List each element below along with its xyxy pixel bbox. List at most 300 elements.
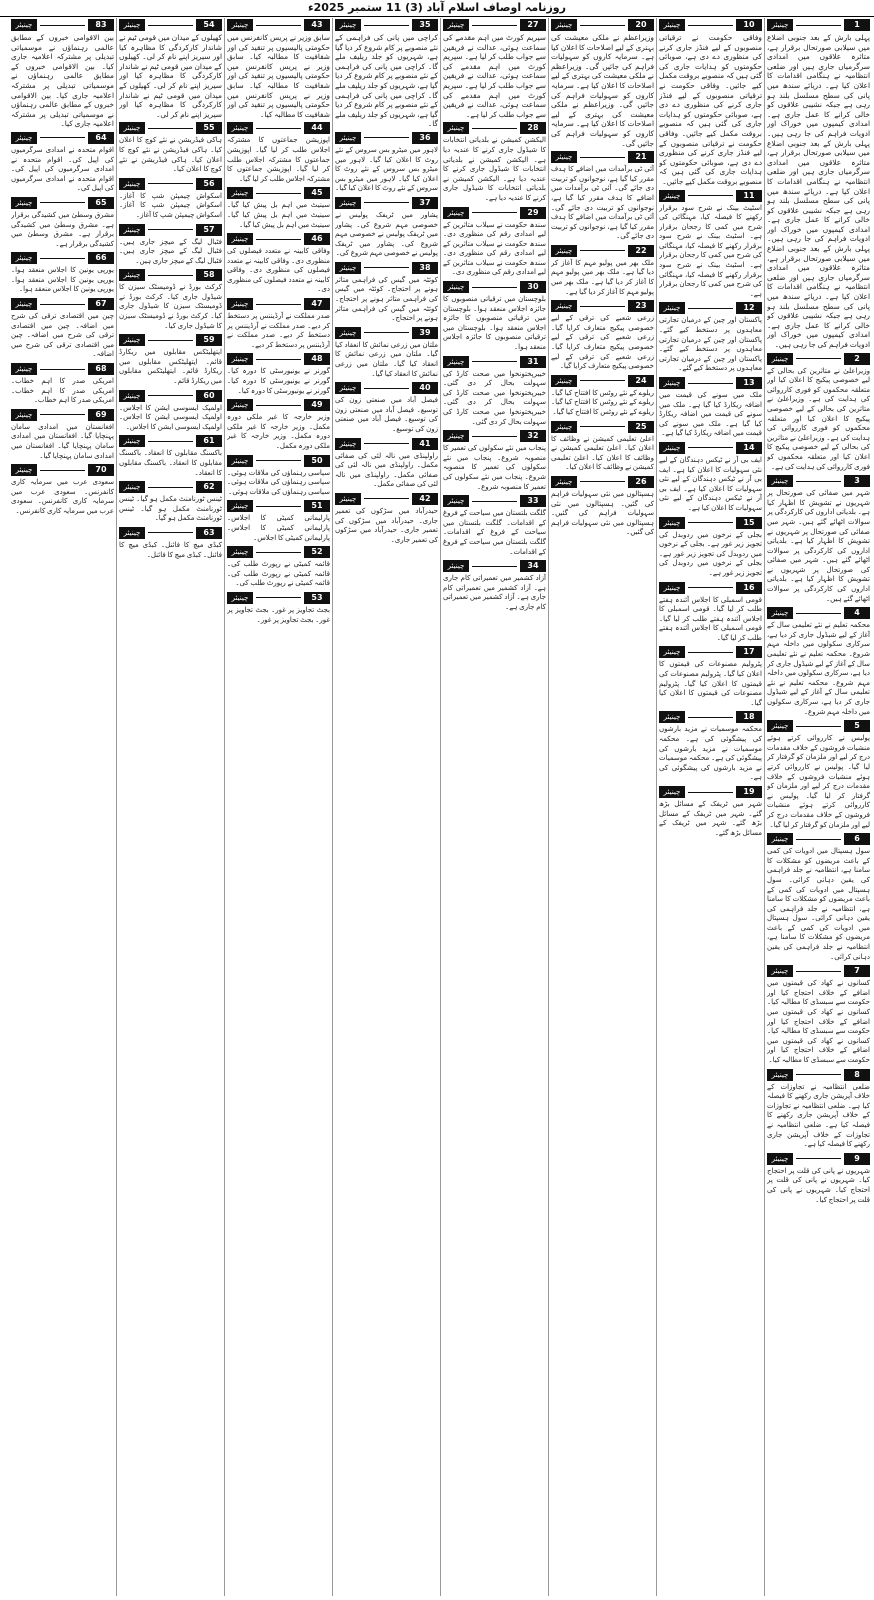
news-column xyxy=(11,18,114,1596)
item-label: چینیئر xyxy=(335,19,361,31)
item-label: چینیئر xyxy=(335,197,361,209)
item-text: پنجاب میں نئے سکولوں کی تعمیر کا منصوبہ شروع۔ پنجاب میں نئے سکولوں کی تعمیر کا منصوبہ شروع۔ پنجاب میں نئے سکولوں کی تعمیر کا منصوبہ شروع۔ xyxy=(443,444,546,491)
item-text: ہاکی فیڈریشن نے نئے کوچ کا اعلان کیا۔ ہاکی فیڈریشن نے نئے کوچ کا اعلان کیا۔ ہاکی فیڈریشن نے نئے کوچ کا اعلان کیا۔ xyxy=(119,136,222,174)
item-header xyxy=(335,493,438,505)
item-label: چینیئر xyxy=(767,607,793,619)
item-label: چینیئر xyxy=(227,399,253,411)
news-item xyxy=(443,19,546,119)
news-item xyxy=(11,19,114,129)
news-item xyxy=(767,720,870,830)
item-text: بین الاقوامی خبروں کے مطابق عالمی رہنماؤں نے موسمیاتی تبدیلی پر مشترکہ اعلامیہ جاری کیا۔ بین الاقوامی خبروں کے مطابق عالمی رہنماؤں نے موسمیاتی تبدیلی پر مشترکہ اعلامیہ جاری کیا۔ بین الاقوامی خبروں کے مطابق عالمی رہنماؤں نے موسمیاتی تبدیلی پر مشترکہ اعلامیہ جاری کیا۔ xyxy=(11,33,114,129)
news-item xyxy=(767,607,870,717)
news-item xyxy=(443,281,546,353)
item-header xyxy=(443,560,546,572)
item-text: فٹبال لیگ کے میچز جاری ہیں۔ فٹبال لیگ کے میچز جاری ہیں۔ فٹبال لیگ کے میچز جاری ہیں۔ xyxy=(119,237,222,265)
header-divider xyxy=(688,522,733,523)
item-number: 16 xyxy=(736,582,762,594)
item-label: چینیئر xyxy=(227,298,253,310)
item-label: چینیئر xyxy=(227,233,253,245)
item-number: 14 xyxy=(736,442,762,454)
news-item xyxy=(227,19,330,119)
item-header xyxy=(335,19,438,31)
item-text: ملک میں سونے کی قیمت میں اضافہ ریکارڈ کیا گیا ہے۔ ملک میں سونے کی قیمت میں اضافہ ریکارڈ کیا گیا ہے۔ ملک میں سونے کی قیمت میں اضافہ ریکارڈ کیا گیا ہے۔ xyxy=(659,391,762,438)
news-item xyxy=(335,382,438,434)
item-number: 68 xyxy=(88,363,114,375)
item-number: 19 xyxy=(736,786,762,798)
item-text: سیاسی رہنماؤں کی ملاقات ہوئی۔ سیاسی رہنماؤں کی ملاقات ہوئی۔ سیاسی رہنماؤں کی ملاقات ہوئی۔ xyxy=(227,468,330,496)
item-text: کرکٹ بورڈ نے ڈومیسٹک سیزن کا شیڈول جاری کیا۔ کرکٹ بورڈ نے ڈومیسٹک سیزن کا شیڈول جاری کیا۔ کرکٹ بورڈ نے ڈومیسٹک سیزن کا شیڈول جاری کیا۔ xyxy=(119,283,222,330)
item-number: 6 xyxy=(844,833,870,845)
item-header xyxy=(767,475,870,487)
item-text: پٹرولیم مصنوعات کی قیمتوں کا اعلان کیا گیا۔ پٹرولیم مصنوعات کی قیمتوں کا اعلان کیا گیا۔ پٹرولیم مصنوعات کی قیمتوں کا اعلان کیا گیا۔ xyxy=(659,660,762,707)
header-divider xyxy=(364,443,409,444)
item-number: 42 xyxy=(412,493,438,505)
item-label: چینیئر xyxy=(659,19,685,31)
header-divider xyxy=(256,506,301,507)
news-item xyxy=(659,442,762,514)
item-label: چینیئر xyxy=(335,382,361,394)
item-number: 60 xyxy=(196,390,222,402)
header-divider xyxy=(796,25,841,26)
item-text: باکسنگ مقابلوں کا انعقاد۔ باکسنگ مقابلوں کا انعقاد۔ باکسنگ مقابلوں کا انعقاد۔ xyxy=(119,449,222,477)
item-label: چینیئر xyxy=(551,421,577,433)
item-header xyxy=(659,190,762,202)
item-number: 10 xyxy=(736,19,762,31)
news-column xyxy=(767,18,870,1596)
item-label: چینیئر xyxy=(227,546,253,558)
column-rule xyxy=(656,18,657,1596)
header-divider xyxy=(364,388,409,389)
item-label: چینیئر xyxy=(11,464,37,476)
item-number: 65 xyxy=(88,197,114,209)
item-text: وفاقی حکومت نے ترقیاتی منصوبوں کے لیے فنڈز جاری کرنے کی منظوری دے دی ہے، صوبائی حکومتوں کو ہدایات جاری کی گئی ہیں کہ منصوبے بروقت مکمل کیے جائیں۔ وفاقی حکومت نے ترقیاتی منصوبوں کے لیے فنڈز جاری کرنے کی منظوری دے دی ہے، صوبائی حکومتوں کو ہدایات جاری کی گئی ہیں کہ منصوبے بروقت مکمل کیے جائیں۔ وفاقی حکومت نے ترقیاتی منصوبوں کے لیے فنڈز جاری کرنے کی منظوری دے دی ہے، صوبائی حکومتوں کو ہدایات جاری کی گئی ہیں کہ منصوبے بروقت مکمل کیے جائیں۔ xyxy=(659,33,762,186)
item-text: وفاقی کابینہ نے متعدد فیصلوں کی منظوری دی۔ وفاقی کابینہ نے متعدد فیصلوں کی منظوری دی۔ وفاقی کابینہ نے متعدد فیصلوں کی منظوری دی۔ xyxy=(227,247,330,294)
news-item xyxy=(11,409,114,461)
item-number: 8 xyxy=(844,1069,870,1081)
item-text: سپریم کورٹ میں اہم مقدمے کی سماعت ہوئی، عدالت نے فریقین سے جواب طلب کر لیا ہے۔ سپریم کورٹ میں اہم مقدمے کی سماعت ہوئی، عدالت نے فریقین سے جواب طلب کر لیا ہے۔ سپریم کورٹ میں اہم مقدمے کی سماعت ہوئی، عدالت نے فریقین سے جواب طلب کر لیا ہے۔ xyxy=(443,33,546,119)
item-number: 44 xyxy=(304,122,330,134)
header-divider xyxy=(796,971,841,972)
item-number: 25 xyxy=(628,421,654,433)
item-text: کسانوں نے کھاد کی قیمتوں میں اضافے کے خلاف احتجاج کیا اور حکومت سے سبسڈی کا مطالبہ کیا۔ کسانوں نے کھاد کی قیمتوں میں اضافے کے خلاف احتجاج کیا اور حکومت سے سبسڈی کا مطالبہ کیا۔ کسانوں نے کھاد کی قیمتوں میں اضافے کے خلاف احتجاج کیا اور حکومت سے سبسڈی کا مطالبہ کیا۔ xyxy=(767,979,870,1064)
item-label: چینیئر xyxy=(767,1153,793,1165)
item-header xyxy=(119,435,222,447)
item-label: چینیئر xyxy=(119,122,145,134)
item-text: پشاور میں ٹریفک پولیس نے خصوصی مہم شروع کی۔ پشاور میں ٹریفک پولیس نے خصوصی مہم شروع کی۔ پشاور میں ٹریفک پولیس نے خصوصی مہم شروع کی۔ xyxy=(335,210,438,258)
item-label: چینیئر xyxy=(227,187,253,199)
header-divider xyxy=(256,239,301,240)
header-divider xyxy=(580,250,625,251)
item-label: چینیئر xyxy=(551,375,577,387)
item-number: 9 xyxy=(844,1153,870,1165)
item-header xyxy=(551,375,654,387)
item-text: ملک بھر میں پولیو مہم کا آغاز کر دیا گیا ہے۔ ملک بھر میں پولیو مہم کا آغاز کر دیا گیا ہے۔ ملک بھر میں پولیو مہم کا آغاز کر دیا گیا ہے۔ xyxy=(551,258,654,296)
item-text: سابق وزیر نے پریس کانفرنس میں حکومتی پالیسیوں پر تنقید کی اور شفافیت کا مطالبہ کیا۔ سابق وزیر نے پریس کانفرنس میں حکومتی پالیسیوں پر تنقید کی اور شفافیت کا مطالبہ کیا۔ سابق وزیر نے پریس کانفرنس میں حکومتی پالیسیوں پر تنقید کی اور شفافیت کا مطالبہ کیا۔ xyxy=(227,33,330,119)
item-label: چینیئر xyxy=(443,430,469,442)
news-column xyxy=(227,18,330,1596)
item-header xyxy=(659,377,762,389)
item-text: سعودی عرب میں سرمایہ کاری کانفرنس۔ سعودی عرب میں سرمایہ کاری کانفرنس۔ سعودی عرب میں سرمایہ کاری کانفرنس۔ xyxy=(11,478,114,515)
item-text: مشرق وسطیٰ میں کشیدگی برقرار ہے۔ مشرق وسطیٰ میں کشیدگی برقرار ہے۔ مشرق وسطیٰ میں کشیدگی برقرار ہے۔ xyxy=(11,210,114,248)
item-number: 27 xyxy=(520,19,546,31)
item-header xyxy=(227,500,330,512)
item-number: 15 xyxy=(736,517,762,529)
item-number: 39 xyxy=(412,327,438,339)
item-number: 1 xyxy=(844,19,870,31)
item-header xyxy=(551,245,654,257)
item-header xyxy=(227,233,330,245)
item-header xyxy=(11,132,114,144)
news-item xyxy=(11,197,114,249)
news-item xyxy=(11,363,114,406)
header-divider xyxy=(256,597,301,598)
item-header xyxy=(11,298,114,310)
news-item xyxy=(227,592,330,625)
item-header xyxy=(659,517,762,529)
item-number: 24 xyxy=(628,375,654,387)
header-divider xyxy=(472,361,517,362)
item-header xyxy=(335,262,438,274)
item-label: چینیئر xyxy=(11,132,37,144)
item-header xyxy=(767,833,870,845)
header-divider xyxy=(256,128,301,129)
header-divider xyxy=(580,481,625,482)
news-item xyxy=(227,455,330,498)
item-number: 47 xyxy=(304,298,330,310)
header-divider xyxy=(148,340,193,341)
column-rule xyxy=(332,18,333,1596)
item-header xyxy=(335,132,438,144)
item-label: چینیئر xyxy=(443,122,469,134)
item-text: محکمہ تعلیم نے نئے تعلیمی سال کے آغاز کے لیے شیڈول جاری کر دیا ہے، سرکاری سکولوں میں داخلہ مہم شروع۔ محکمہ تعلیم نے نئے تعلیمی سال کے آغاز کے لیے شیڈول جاری کر دیا ہے، سرکاری سکولوں میں داخلہ مہم شروع۔ محکمہ تعلیم نے نئے تعلیمی سال کے آغاز کے لیے شیڈول جاری کر دیا ہے، سرکاری سکولوں میں داخلہ مہم شروع۔ xyxy=(767,621,870,716)
item-header xyxy=(227,455,330,467)
item-text: شہریوں نے پانی کی قلت پر احتجاج کیا۔ شہریوں نے پانی کی قلت پر احتجاج کیا۔ شہریوں نے پانی کی قلت پر احتجاج کیا۔ xyxy=(767,1166,870,1204)
item-header xyxy=(659,786,762,798)
item-label: چینیئر xyxy=(335,132,361,144)
header-divider xyxy=(580,426,625,427)
item-number: 83 xyxy=(88,19,114,31)
item-label: چینیئر xyxy=(443,356,469,368)
news-item xyxy=(767,833,870,962)
item-text: امریکی صدر کا اہم خطاب۔ امریکی صدر کا اہم خطاب۔ امریکی صدر کا اہم خطاب۔ xyxy=(11,377,114,405)
item-header xyxy=(227,592,330,604)
news-item xyxy=(227,546,330,589)
item-number: 33 xyxy=(520,495,546,507)
item-header xyxy=(659,646,762,658)
news-item xyxy=(119,390,222,433)
news-item xyxy=(335,19,438,129)
item-header xyxy=(335,382,438,394)
item-label: چینیئر xyxy=(443,560,469,572)
news-item xyxy=(119,19,222,119)
item-label: چینیئر xyxy=(119,390,145,402)
header-divider xyxy=(148,128,193,129)
header-divider xyxy=(364,332,409,333)
item-number: 46 xyxy=(304,233,330,245)
header-divider xyxy=(40,137,85,138)
item-label: چینیئر xyxy=(767,720,793,732)
item-header xyxy=(119,334,222,346)
item-text: کبڈی میچ کا فائنل۔ کبڈی میچ کا فائنل۔ کبڈی میچ کا فائنل۔ xyxy=(119,540,222,559)
item-number: 32 xyxy=(520,430,546,442)
item-label: چینیئر xyxy=(659,582,685,594)
item-number: 66 xyxy=(88,252,114,264)
item-header xyxy=(11,363,114,375)
news-column xyxy=(551,18,654,1596)
item-text: لاہور میں میٹرو بس سروس کے نئے روٹ کا اعلان کیا گیا۔ لاہور میں میٹرو بس سروس کے نئے روٹ کا اعلان کیا گیا۔ لاہور میں میٹرو بس سروس کے نئے روٹ کا اعلان کیا گیا۔ xyxy=(335,145,438,193)
item-text: اسٹیٹ بینک نے شرح سود برقرار رکھنے کا فیصلہ کیا، مہنگائی کی شرح میں کمی کا رجحان برقرار ہے۔ اسٹیٹ بینک نے شرح سود برقرار رکھنے کا فیصلہ کیا، مہنگائی کی شرح میں کمی کا رجحان برقرار ہے۔ اسٹیٹ بینک نے شرح سود برقرار رکھنے کا فیصلہ کیا، مہنگائی کی شرح میں کمی کا رجحان برقرار ہے۔ xyxy=(659,203,762,298)
item-text: سندھ حکومت نے سیلاب متاثرین کے لیے امدادی رقم کی منظوری دی۔ سندھ حکومت نے سیلاب متاثرین کے لیے امدادی رقم کی منظوری دی۔ سندھ حکومت نے سیلاب متاثرین کے لیے امدادی رقم کی منظوری دی۔ xyxy=(443,220,546,277)
item-header xyxy=(11,464,114,476)
news-item xyxy=(227,187,330,230)
news-item xyxy=(443,495,546,557)
item-label: چینیئر xyxy=(659,190,685,202)
item-label: چینیئر xyxy=(551,151,577,163)
item-label: چینیئر xyxy=(659,442,685,454)
item-number: 31 xyxy=(520,356,546,368)
item-text: وزیراعلیٰ نے متاثرین کی بحالی کے لیے خصوصی پیکیج کا اعلان کیا اور متعلقہ محکموں کو فوری کارروائی کی ہدایت کی ہے۔ وزیراعلیٰ نے متاثرین کی بحالی کے لیے خصوصی پیکیج کا اعلان کیا اور متعلقہ محکموں کو فوری کارروائی کی ہدایت کی ہے۔ وزیراعلیٰ نے متاثرین کی بحالی کے لیے خصوصی پیکیج کا اعلان کیا اور متعلقہ محکموں کو فوری کارروائی کی ہدایت کی ہے۔ xyxy=(767,366,870,471)
item-label: چینیئر xyxy=(551,245,577,257)
item-label: چینیئر xyxy=(335,327,361,339)
item-text: فیصل آباد میں صنعتی زون کی توسیع۔ فیصل آباد میں صنعتی زون کی توسیع۔ فیصل آباد میں صنعتی زون کی توسیع۔ xyxy=(335,396,438,433)
item-number: 34 xyxy=(520,560,546,572)
news-item xyxy=(227,500,330,543)
item-header xyxy=(335,327,438,339)
header-divider xyxy=(148,275,193,276)
item-number: 70 xyxy=(88,464,114,476)
item-text: گورنر نے یونیورسٹی کا دورہ کیا۔ گورنر نے یونیورسٹی کا دورہ کیا۔ گورنر نے یونیورسٹی کا دورہ کیا۔ xyxy=(227,367,330,395)
item-label: چینیئر xyxy=(659,711,685,723)
item-text: آزاد کشمیر میں تعمیراتی کام جاری ہے۔ آزاد کشمیر میں تعمیراتی کام جاری ہے۔ آزاد کشمیر میں تعمیراتی کام جاری ہے۔ xyxy=(443,574,546,611)
item-number: 52 xyxy=(304,546,330,558)
item-header xyxy=(659,582,762,594)
item-header xyxy=(227,19,330,31)
header-divider xyxy=(148,441,193,442)
header-divider xyxy=(40,369,85,370)
item-text: پولیس نے کارروائی کرتے ہوئے منشیات فروشوں کے خلاف مقدمات درج کر لیے اور ملزمان کو گرفتار کر لیا گیا۔ پولیس نے کارروائی کرتے ہوئے منشیات فروشوں کے خلاف مقدمات درج کر لیے اور ملزمان کو گرفتار کر لیا گیا۔ پولیس نے کارروائی کرتے ہوئے منشیات فروشوں کے خلاف مقدمات درج کر لیے اور ملزمان کو گرفتار کر لیا گیا۔ xyxy=(767,734,870,829)
item-header xyxy=(659,19,762,31)
item-header xyxy=(443,281,546,293)
news-column xyxy=(119,18,222,1596)
item-number: 35 xyxy=(412,19,438,31)
header-divider xyxy=(148,487,193,488)
item-number: 64 xyxy=(88,132,114,144)
header-divider xyxy=(796,1158,841,1159)
header-divider xyxy=(256,405,301,406)
news-item xyxy=(119,334,222,386)
header-divider xyxy=(364,137,409,138)
item-number: 28 xyxy=(520,122,546,134)
item-number: 69 xyxy=(88,409,114,421)
item-label: چینیئر xyxy=(335,493,361,505)
header-divider xyxy=(256,359,301,360)
item-text: ریلوے کے نئے روٹس کا افتتاح کیا گیا۔ ریلوے کے نئے روٹس کا افتتاح کیا گیا۔ ریلوے کے نئے روٹس کا افتتاح کیا گیا۔ xyxy=(551,388,654,416)
news-item xyxy=(227,353,330,396)
item-label: چینیئر xyxy=(119,224,145,236)
item-number: 63 xyxy=(196,527,222,539)
item-header xyxy=(119,224,222,236)
item-number: 48 xyxy=(304,353,330,365)
header-divider xyxy=(256,25,301,26)
item-text: کھیلوں کے میدان میں قومی ٹیم نے شاندار کارکردگی کا مظاہرہ کیا اور سیریز اپنے نام کر لی۔ کھیلوں کے میدان میں قومی ٹیم نے شاندار کارکردگی کا مظاہرہ کیا اور سیریز اپنے نام کر لی۔ کھیلوں کے میدان میں قومی ٹیم نے شاندار کارکردگی کا مظاہرہ کیا اور سیریز اپنے نام کر لی۔ xyxy=(119,33,222,119)
item-header xyxy=(11,252,114,264)
news-item xyxy=(659,646,762,708)
item-label: چینیئر xyxy=(659,786,685,798)
item-label: چینیئر xyxy=(119,481,145,493)
header-divider xyxy=(796,1074,841,1075)
item-header xyxy=(11,19,114,31)
item-header xyxy=(551,421,654,433)
item-text: پارلیمانی کمیٹی کا اجلاس۔ پارلیمانی کمیٹی کا اجلاس۔ پارلیمانی کمیٹی کا اجلاس۔ xyxy=(227,514,330,542)
item-header xyxy=(551,476,654,488)
item-number: 4 xyxy=(844,607,870,619)
column-rule xyxy=(224,18,225,1596)
item-text: ایف بی آر نے ٹیکس دہندگان کے لیے نئی سہولیات کا اعلان کیا ہے۔ ایف بی آر نے ٹیکس دہندگان کے لیے نئی سہولیات کا اعلان کیا ہے۔ ایف بی آر نے ٹیکس دہندگان کے لیے نئی سہولیات کا اعلان کیا ہے۔ xyxy=(659,455,762,512)
header-divider xyxy=(796,839,841,840)
news-item xyxy=(335,132,438,194)
item-header xyxy=(11,197,114,209)
item-number: 22 xyxy=(628,245,654,257)
header-divider xyxy=(688,587,733,588)
news-item xyxy=(335,262,438,324)
header-divider xyxy=(580,306,625,307)
item-header xyxy=(767,1069,870,1081)
header-divider xyxy=(796,481,841,482)
item-label: چینیئر xyxy=(11,409,37,421)
header-divider xyxy=(256,552,301,553)
item-label: چینیئر xyxy=(767,475,793,487)
header-divider xyxy=(256,193,301,194)
item-text: اولمپک ایسوسی ایشن کا اجلاس۔ اولمپک ایسوسی ایشن کا اجلاس۔ اولمپک ایسوسی ایشن کا اجلاس۔ xyxy=(119,403,222,431)
news-item xyxy=(659,582,762,644)
news-item xyxy=(767,965,870,1065)
item-number: 36 xyxy=(412,132,438,144)
item-text: راولپنڈی میں نالہ لئی کی صفائی مکمل۔ راولپنڈی میں نالہ لئی کی صفائی مکمل۔ راولپنڈی میں نالہ لئی کی صفائی مکمل۔ xyxy=(335,451,438,489)
item-label: چینیئر xyxy=(11,298,37,310)
news-item xyxy=(659,302,762,374)
item-label: چینیئر xyxy=(119,269,145,281)
header-divider xyxy=(796,613,841,614)
item-header xyxy=(119,178,222,190)
item-number: 13 xyxy=(736,377,762,389)
news-item xyxy=(659,190,762,300)
item-header xyxy=(551,151,654,163)
header-divider xyxy=(472,287,517,288)
item-label: چینیئر xyxy=(443,19,469,31)
news-item xyxy=(11,132,114,194)
news-item xyxy=(551,151,654,242)
item-text: سینیٹ میں اہم بل پیش کیا گیا۔ سینیٹ میں اہم بل پیش کیا گیا۔ سینیٹ میں اہم بل پیش کیا گیا۔ xyxy=(227,201,330,229)
header-divider xyxy=(148,532,193,533)
item-text: اسکواش چیمپئن شپ کا آغاز۔ اسکواش چیمپئن شپ کا آغاز۔ اسکواش چیمپئن شپ کا آغاز۔ xyxy=(119,191,222,219)
item-text: بجٹ تجاویز پر غور۔ بجٹ تجاویز پر غور۔ بجٹ تجاویز پر غور۔ xyxy=(227,605,330,624)
news-item xyxy=(551,300,654,372)
header-divider xyxy=(148,25,193,26)
news-item xyxy=(659,19,762,187)
item-text: آئی ٹی برآمدات میں اضافے کا ہدف مقرر کیا گیا ہے، نوجوانوں کو تربیت دی جائے گی۔ آئی ٹی برآمدات میں اضافے کا ہدف مقرر کیا گیا ہے، نوجوانوں کو تربیت دی جائے گی۔ آئی ٹی برآمدات میں اضافے کا ہدف مقرر کیا گیا ہے، نوجوانوں کو تربیت دی جائے گی۔ xyxy=(551,165,654,241)
item-label: چینیئر xyxy=(227,353,253,365)
item-number: 53 xyxy=(304,592,330,604)
header-divider xyxy=(40,304,85,305)
item-header xyxy=(119,481,222,493)
item-header xyxy=(119,527,222,539)
news-column xyxy=(659,18,762,1596)
header-divider xyxy=(688,792,733,793)
item-label: چینیئر xyxy=(335,438,361,450)
item-header xyxy=(767,353,870,365)
item-number: 59 xyxy=(196,334,222,346)
item-text: یورپی یونین کا اجلاس منعقد ہوا۔ یورپی یونین کا اجلاس منعقد ہوا۔ یورپی یونین کا اجلاس منعقد ہوا۔ xyxy=(11,266,114,294)
item-label: چینیئر xyxy=(767,19,793,31)
header-divider xyxy=(40,414,85,415)
item-text: قائمہ کمیٹی نے رپورٹ طلب کی۔ قائمہ کمیٹی نے رپورٹ طلب کی۔ قائمہ کمیٹی نے رپورٹ طلب کی۔ xyxy=(227,560,330,588)
header-divider xyxy=(40,470,85,471)
header-divider xyxy=(688,195,733,196)
header-divider xyxy=(688,25,733,26)
header-divider xyxy=(256,460,301,461)
header-divider xyxy=(40,25,85,26)
item-header xyxy=(551,19,654,31)
item-header xyxy=(335,197,438,209)
item-header xyxy=(443,430,546,442)
item-label: چینیئر xyxy=(551,476,577,488)
item-number: 41 xyxy=(412,438,438,450)
news-item xyxy=(767,1153,870,1205)
header-divider xyxy=(580,25,625,26)
item-label: چینیئر xyxy=(227,122,253,134)
item-number: 21 xyxy=(628,151,654,163)
news-item xyxy=(11,464,114,516)
news-item xyxy=(659,377,762,439)
item-header xyxy=(227,546,330,558)
header-divider xyxy=(796,358,841,359)
item-label: چینیئر xyxy=(767,965,793,977)
item-label: چینیئر xyxy=(227,592,253,604)
item-number: 45 xyxy=(304,187,330,199)
news-item xyxy=(767,353,870,473)
item-text: کوئٹہ میں گیس کی فراہمی متاثر ہونے پر احتجاج۔ کوئٹہ میں گیس کی فراہمی متاثر ہونے پر احتجاج۔ کوئٹہ میں گیس کی فراہمی متاثر ہونے پر احتجاج۔ xyxy=(335,275,438,323)
item-text: اعلیٰ تعلیمی کمیشن نے وظائف کا اعلان کیا۔ اعلیٰ تعلیمی کمیشن نے وظائف کا اعلان کیا۔ اعلیٰ تعلیمی کمیشن نے وظائف کا اعلان کیا۔ xyxy=(551,434,654,472)
news-item xyxy=(11,252,114,295)
item-text: شہر میں ٹریفک کے مسائل بڑھ گئے۔ شہر میں ٹریفک کے مسائل بڑھ گئے۔ شہر میں ٹریفک کے مسائل بڑھ گئے۔ xyxy=(659,800,762,837)
item-number: 11 xyxy=(736,190,762,202)
news-item xyxy=(659,786,762,838)
item-header xyxy=(443,495,546,507)
header-divider xyxy=(364,267,409,268)
item-label: چینیئر xyxy=(443,495,469,507)
header-divider xyxy=(796,726,841,727)
item-number: 30 xyxy=(520,281,546,293)
item-header xyxy=(227,122,330,134)
item-label: چینیئر xyxy=(443,281,469,293)
item-header xyxy=(11,409,114,421)
item-text: شہر میں صفائی کی صورتحال پر شہریوں نے تشویش کا اظہار کیا ہے۔ بلدیاتی اداروں کی کارکردگی پر سوالات اٹھائے گئے ہیں۔ شہر میں صفائی کی صورتحال پر شہریوں نے تشویش کا اظہار کیا ہے۔ بلدیاتی اداروں کی کارکردگی پر سوالات اٹھائے گئے ہیں۔ شہر میں صفائی کی صورتحال پر شہریوں نے تشویش کا اظہار کیا ہے۔ بلدیاتی اداروں کی کارکردگی پر سوالات اٹھائے گئے ہیں۔ xyxy=(767,489,870,603)
news-item xyxy=(443,356,546,428)
item-label: چینیئر xyxy=(659,517,685,529)
news-item xyxy=(119,178,222,221)
news-item xyxy=(119,269,222,331)
news-item xyxy=(767,475,870,604)
item-label: چینیئر xyxy=(227,455,253,467)
item-header xyxy=(767,1153,870,1165)
item-label: چینیئر xyxy=(11,19,37,31)
item-header xyxy=(443,19,546,31)
item-header xyxy=(767,720,870,732)
header-divider xyxy=(688,308,733,309)
news-item xyxy=(335,197,438,259)
item-text: اپوزیشن جماعتوں کا مشترکہ اجلاس طلب کر لیا گیا۔ اپوزیشن جماعتوں کا مشترکہ اجلاس طلب کر لیا گیا۔ اپوزیشن جماعتوں کا مشترکہ اجلاس طلب کر لیا گیا۔ xyxy=(227,136,330,183)
news-item xyxy=(659,711,762,783)
